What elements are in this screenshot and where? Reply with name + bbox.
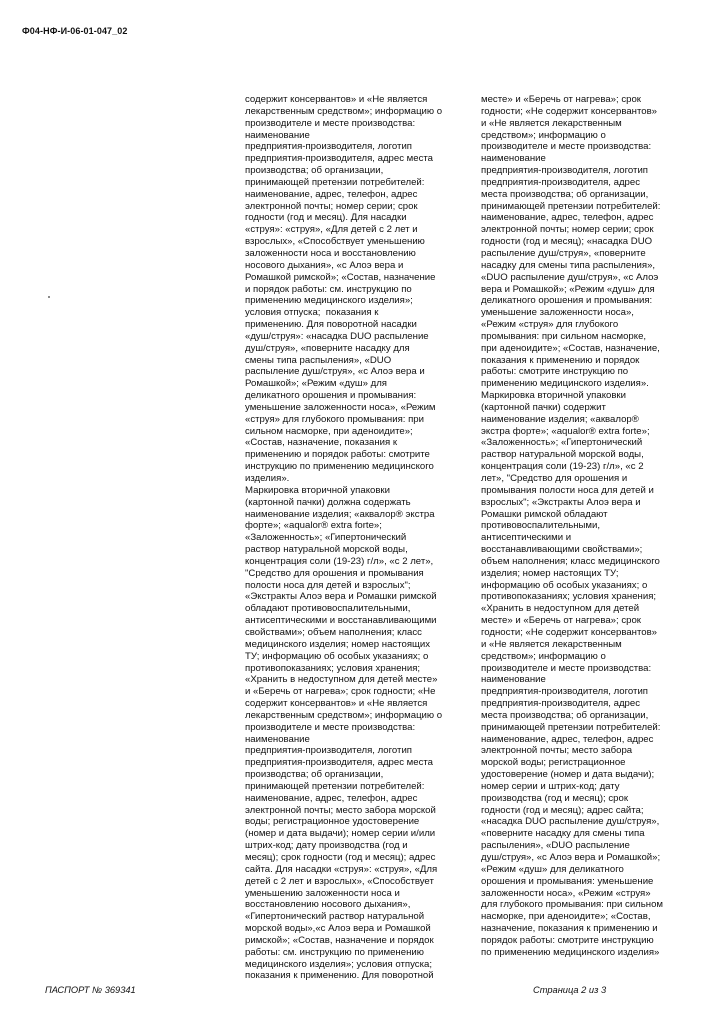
text-line: применению медицинского изделия»; bbox=[245, 295, 413, 307]
text-line: уменьшению заложенности носа и bbox=[245, 887, 400, 899]
text-line: при аденоидите»; «Состав, назначение, bbox=[481, 342, 660, 354]
text-line: наименование, адрес, телефон, адрес bbox=[245, 792, 418, 804]
text-line: инструкцию по применению медицинского bbox=[245, 461, 434, 473]
text-line: штрих-код; дату производства (год и bbox=[245, 840, 408, 852]
text-line: места производства; об организации, bbox=[481, 709, 649, 721]
text-line: наименование bbox=[481, 153, 546, 165]
text-line: лет», "Средство для орошения и bbox=[481, 473, 628, 484]
text-line: наименование, адрес, телефон, адрес bbox=[481, 733, 654, 745]
text-line: предприятия-производителя, адрес места bbox=[245, 757, 434, 769]
text-line: работы: смотрите инструкцию по bbox=[481, 366, 629, 378]
text-line: месте» и «Беречь от нагрева»; срок bbox=[481, 615, 642, 627]
text-line: сильном насморке, при аденоидите»; bbox=[245, 425, 413, 437]
text-line: морской воды»,«с Алоэ вера и Ромашкой bbox=[245, 923, 431, 935]
text-line: удостоверение (номер и дата выдачи); bbox=[481, 769, 655, 781]
text-line: производителе и месте производства: bbox=[481, 141, 652, 153]
text-line: вера и Ромашкой»; «Режим «душ» для bbox=[481, 283, 655, 295]
text-line: Маркировка вторичной упаковки bbox=[245, 484, 390, 496]
text-line: производителе и месте производства: bbox=[481, 662, 652, 674]
text-line: предприятия-производителя, адрес места bbox=[245, 153, 434, 165]
text-line: уменьшение заложенности носа», «Режим bbox=[245, 401, 436, 413]
text-line: и «Не является лекарственным bbox=[481, 638, 622, 650]
text-line: распыление душ/струя», «с Алоэ вера и bbox=[245, 366, 425, 378]
scan-dot bbox=[48, 296, 50, 298]
text-line: «DUO распыление душ/струя», «с Алоэ bbox=[481, 271, 659, 283]
text-line: распыления», «DUO распыление bbox=[481, 840, 630, 852]
text-line: медицинского изделия; номер настоящих bbox=[245, 638, 431, 650]
text-line: концентрация соли (19-23) г/л», «с 2 bbox=[481, 461, 644, 473]
document-id: Ф04-НФ-И-06-01-047_02 bbox=[22, 26, 128, 36]
text-line: предприятия-производителя, адрес bbox=[481, 698, 641, 710]
text-line: «струя»: «струя», «Для детей с 2 лет и bbox=[245, 224, 418, 236]
passport-number: ПАСПОРТ № 369341 bbox=[45, 985, 136, 995]
text-line: годности; «Не содержит консервантов» bbox=[481, 105, 658, 117]
text-line: уменьшение заложенности носа», bbox=[481, 307, 634, 319]
text-line: принимающей претензии потребителей: bbox=[245, 176, 425, 188]
text-line: (картонной пачки) должна содержать bbox=[245, 496, 411, 508]
text-line: принимающей претензии потребителей: bbox=[481, 200, 661, 212]
text-line: показания к применению. Для поворотной bbox=[245, 970, 434, 982]
text-line: заложенности носа и восстановлению bbox=[245, 247, 416, 259]
text-line: сайта. Для насадки «струя»: «струя», «Для bbox=[245, 863, 438, 875]
text-line: изделия». bbox=[245, 473, 290, 484]
text-line: содержит консервантов» и «Не является bbox=[245, 698, 428, 710]
text-line: (картонной пачки) содержит bbox=[481, 401, 606, 413]
text-line: содержит консервантов» и «Не является bbox=[245, 94, 428, 105]
text-line: деликатного орошения и промывания: bbox=[245, 390, 417, 402]
text-line: наименование, адрес, телефон, адрес bbox=[245, 188, 418, 200]
text-line: душ/струя», «с Алоэ вера и Ромашкой»; bbox=[481, 852, 661, 863]
text-line: электронной почты; место забора морской bbox=[245, 804, 436, 816]
text-line: смены типа распыления», «DUO bbox=[245, 354, 392, 366]
text-line: Ромашкой римской»; «Состав, назначение bbox=[245, 271, 436, 283]
text-line: электронной почты; номер серии; срок bbox=[245, 200, 418, 212]
text-line: условия отпуска; показания к bbox=[245, 307, 379, 319]
text-line: изделия; номер настоящих ТУ; bbox=[481, 567, 619, 579]
text-line: наименование bbox=[245, 733, 310, 745]
text-line: годности (год и месяц); «насадка DUO bbox=[481, 236, 653, 248]
text-line: средством»; информацию о bbox=[481, 650, 606, 662]
text-line: годности (год и месяц); адрес сайта; bbox=[481, 804, 644, 816]
text-line: порядок работы: смотрите инструкцию bbox=[481, 934, 654, 946]
text-line: противопоказаниях; условия хранения; bbox=[481, 591, 657, 603]
text-line: месте» и «Беречь от нагрева»; срок bbox=[481, 94, 642, 105]
text-line: "Средство для орошения и промывания bbox=[245, 567, 424, 579]
text-line: полости носа для детей и взрослых"; bbox=[245, 579, 411, 591]
text-line: носового дыхания», «с Алоэ вера и bbox=[245, 259, 404, 271]
text-line: лекарственным средством»; информацию о bbox=[245, 105, 443, 117]
text-line: месяц); срок годности (год и месяц); адрес bbox=[245, 852, 436, 863]
text-line: принимающей претензии потребителей: bbox=[245, 780, 425, 792]
text-line: (номер и дата выдачи); номер серии и/или bbox=[245, 828, 436, 840]
text-line: и «Беречь от нагрева»; срок годности; «Не bbox=[245, 686, 436, 698]
text-line: концентрация соли (19-23) г/л», «с 2 лет», bbox=[245, 555, 434, 567]
text-line: «поверните насадку для смены типа bbox=[481, 828, 645, 840]
text-line: предприятия-производителя, логотип bbox=[481, 165, 649, 177]
text-line: «Режим «душ» для деликатного bbox=[481, 863, 624, 875]
text-line: места производства; об организации, bbox=[481, 188, 649, 200]
text-line: предприятия-производителя, логотип bbox=[481, 686, 649, 698]
text-line: обладают противовоспалительными, bbox=[245, 603, 411, 615]
text-line: применению. Для поворотной насадки bbox=[245, 319, 417, 331]
text-column-right bbox=[481, 94, 703, 959]
text-line: объем наполнения; класс медицинского bbox=[481, 555, 660, 567]
text-line: промывания полости носа для детей и bbox=[481, 484, 654, 496]
text-line: для глубокого промывания: при сильном bbox=[481, 899, 664, 911]
page-number: Страница 2 из 3 bbox=[533, 985, 607, 995]
text-line: римской»; «Состав, назначение и порядок bbox=[245, 934, 434, 946]
text-line: деликатного орошения и промывания: bbox=[481, 295, 653, 307]
text-line: морской воды; регистрационное bbox=[481, 757, 626, 769]
text-line: «Экстракты Алоэ вера и Ромашки римской bbox=[245, 591, 437, 603]
text-line: распыление душ/струя», «поверните bbox=[481, 247, 646, 259]
text-line: применению медицинского изделия». bbox=[481, 378, 649, 390]
text-line: медицинского изделия»; условия отпуска; bbox=[245, 958, 432, 970]
text-line: взрослых», «Способствует уменьшению bbox=[245, 236, 425, 248]
text-line: восстанавливающими свойствами»; bbox=[481, 544, 643, 556]
text-line: душ/струя», «поверните насадку для bbox=[245, 342, 410, 354]
text-line: орошения и промывания: уменьшение bbox=[481, 875, 654, 887]
text-line: предприятия-производителя, адрес bbox=[481, 176, 641, 188]
text-line: информацию об особых указаниях; о bbox=[481, 579, 648, 591]
text-line: заложенности носа», «Режим «струя» bbox=[481, 887, 651, 899]
text-line: «Гипертонический раствор натуральной bbox=[245, 911, 425, 923]
text-line: по применению медицинского изделия» bbox=[481, 946, 660, 958]
text-column-left bbox=[245, 94, 473, 982]
text-line: наименование, адрес, телефон, адрес bbox=[481, 212, 654, 224]
text-line: предприятия-производителя, логотип bbox=[245, 745, 413, 757]
text-line: форте»; «aqualor® extra forte»; bbox=[245, 520, 382, 532]
text-line: «Состав, назначение, показания к bbox=[245, 437, 398, 449]
text-line: Ромашкой»; «Режим «душ» для bbox=[245, 378, 388, 390]
text-line: принимающей претензии потребителей: bbox=[481, 721, 661, 733]
text-line: «душ/струя»: «насадка DUO распыление bbox=[245, 330, 429, 342]
text-line: «струя» для глубокого промывания: при bbox=[245, 413, 425, 425]
text-line: электронной почты; место забора bbox=[481, 745, 633, 757]
text-line: раствор натуральной морской воды, bbox=[481, 449, 644, 461]
text-line: промывания: при сильном насморке, bbox=[481, 330, 647, 342]
text-line: антисептическими и bbox=[481, 532, 572, 544]
text-line: насморке, при аденоидите»; «Состав, bbox=[481, 911, 651, 923]
text-line: назначение, показания к применению и bbox=[481, 923, 658, 935]
text-line: экстра форте»; «aqualor® extra forte»; bbox=[481, 425, 650, 437]
text-line: производства; об организации, bbox=[245, 769, 384, 781]
text-line: наименование bbox=[245, 129, 310, 141]
text-line: «Режим «струя» для глубокого bbox=[481, 319, 619, 331]
text-line: «Заложенность»; «Гипертонический bbox=[245, 532, 407, 544]
text-line: работы: см. инструкцию по применению bbox=[245, 946, 424, 958]
text-line: электронной почты; номер серии; срок bbox=[481, 224, 654, 236]
text-line: наименование изделия; «аквалор® bbox=[481, 413, 639, 425]
text-line: годности (год и месяц). Для насадки bbox=[245, 212, 407, 224]
text-line: наименование изделия; «аквалор® экстра bbox=[245, 508, 435, 520]
text-line: детей с 2 лет и взрослых», «Способствует bbox=[245, 875, 434, 887]
text-line: восстановлению носового дыхания», bbox=[245, 899, 411, 911]
text-line: раствор натуральной морской воды, bbox=[245, 544, 408, 556]
text-line: лекарственным средством»; информацию о bbox=[245, 709, 443, 721]
text-line: ТУ; информацию об особых указаниях; о bbox=[245, 650, 429, 662]
text-line: и «Не является лекарственным bbox=[481, 117, 622, 129]
text-line: воды; регистрационное удостоверение bbox=[245, 816, 420, 828]
text-line: взрослых"; «Экстракты Алоэ вера и bbox=[481, 496, 641, 508]
text-line: «Хранить в недоступном для детей bbox=[481, 603, 640, 615]
text-line: противопоказаниях; условия хранения; bbox=[245, 662, 421, 674]
text-line: производителе и месте производства: bbox=[245, 721, 416, 733]
text-line: свойствами»; объем наполнения; класс bbox=[245, 626, 422, 638]
text-line: средством»; информацию о bbox=[481, 129, 606, 141]
text-line: «Хранить в недоступном для детей месте» bbox=[245, 674, 438, 686]
text-line: предприятия-производителя, логотип bbox=[245, 141, 413, 153]
text-line: насадку для смены типа распыления», bbox=[481, 259, 656, 271]
text-line: применению и порядок работы: смотрите bbox=[245, 449, 430, 461]
text-line: Маркировка вторичной упаковки bbox=[481, 390, 626, 402]
text-line: и порядок работы: см. инструкцию по bbox=[245, 283, 412, 295]
text-line: производства (год и месяц); срок bbox=[481, 792, 629, 804]
text-line: производства; об организации, bbox=[245, 165, 384, 177]
text-line: номер серии и штрих-код; дату bbox=[481, 780, 620, 792]
text-line: производителе и месте производства: bbox=[245, 117, 416, 129]
text-line: наименование bbox=[481, 674, 546, 686]
text-line: «насадка DUO распыление душ/струя», bbox=[481, 816, 660, 828]
text-line: антисептическими и восстанавливающими bbox=[245, 615, 437, 627]
text-line: «Заложенность»; «Гипертонический bbox=[481, 437, 643, 449]
text-line: Ромашки римской обладают bbox=[481, 508, 608, 520]
text-line: противовоспалительными, bbox=[481, 520, 601, 532]
text-line: показания к применению и порядок bbox=[481, 354, 640, 366]
text-line: годности; «Не содержит консервантов» bbox=[481, 626, 658, 638]
